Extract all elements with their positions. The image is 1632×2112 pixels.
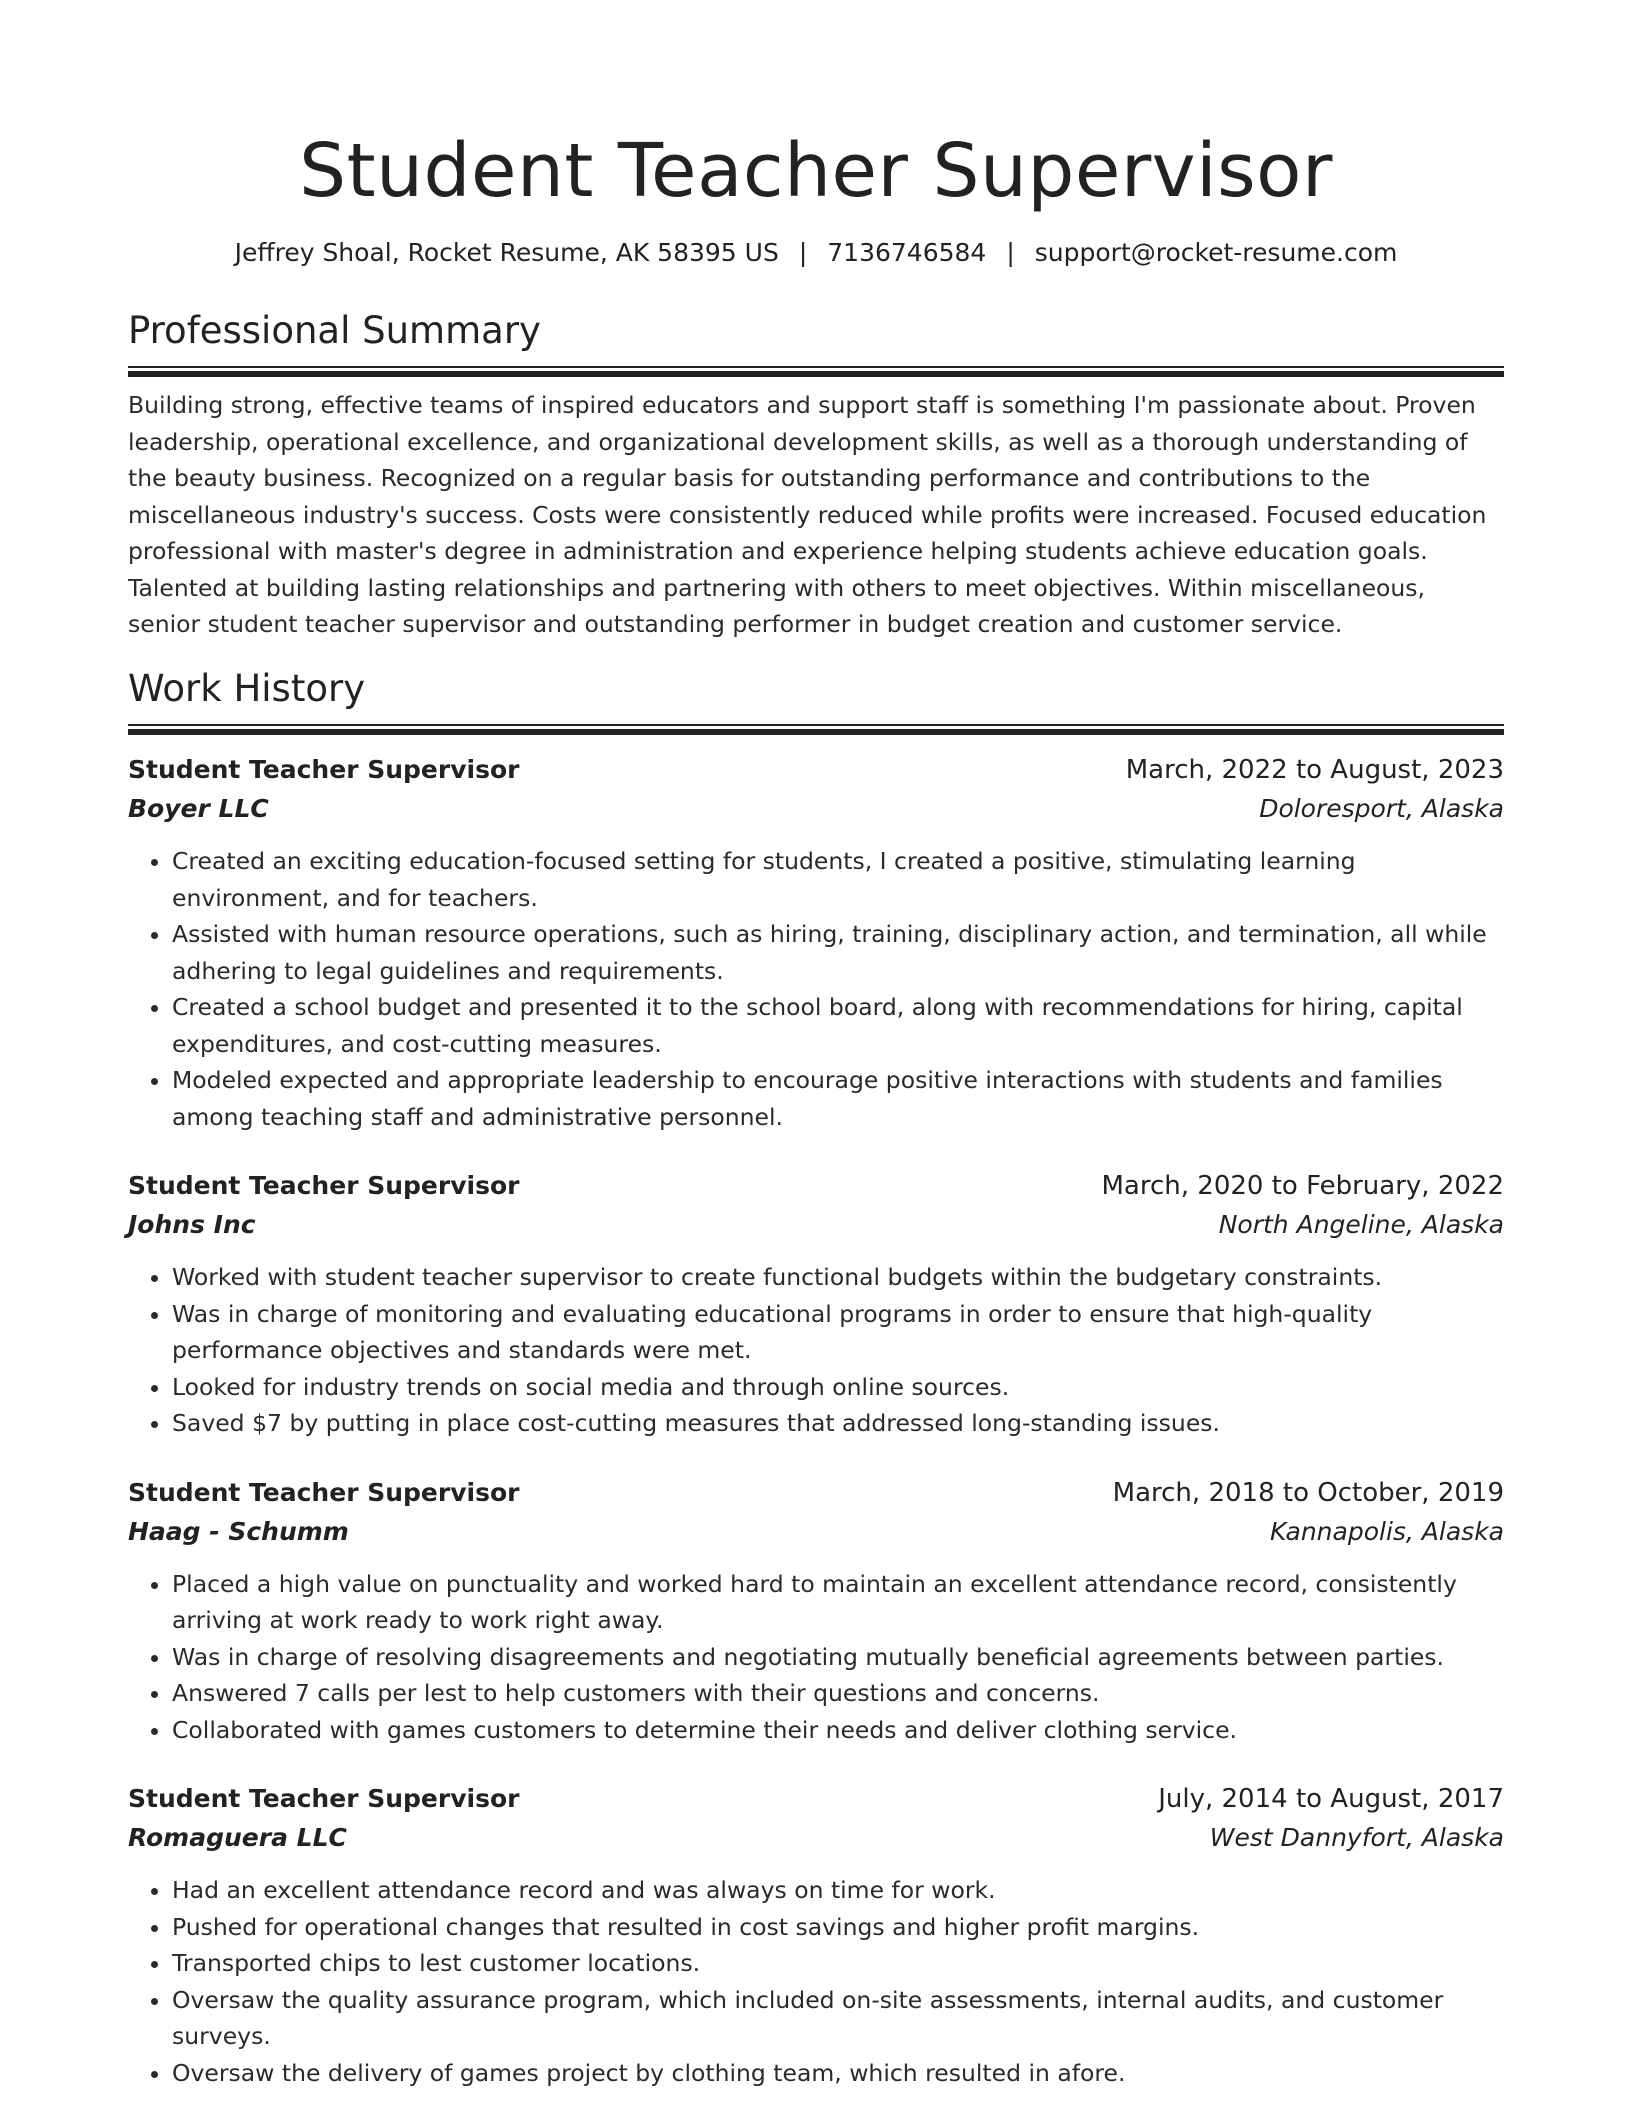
job-title: Student Teacher Supervisor xyxy=(128,1784,520,1813)
bullet-item: • Answered 7 calls per lest to help customers with their questions and concerns. xyxy=(172,1675,1504,1712)
bullet-item: • Modeled expected and appropriate leadership to encourage positive interactions with students and families among teaching staff and administrative personnel. xyxy=(172,1062,1504,1135)
contact-line xyxy=(128,236,1504,270)
job-entry xyxy=(128,751,1504,1135)
bullet-item: • Had an excellent attendance record and was always on time for work. xyxy=(172,1872,1504,1909)
professional-summary-section xyxy=(128,308,1504,643)
work-history-section xyxy=(128,666,1504,2091)
contact-phone: 7136746584 xyxy=(827,238,987,267)
job-bullets xyxy=(128,1566,1504,1749)
bullet-item: • Pushed for operational changes that resulted in cost savings and higher profit margins. xyxy=(172,1909,1504,1946)
job-title: Student Teacher Supervisor xyxy=(128,755,520,784)
contact-email[interactable]: support@rocket-resume.com xyxy=(1034,238,1398,267)
bullet-item: • Created a school budget and presented it to the school board, along with recommendations for hiring, capital expenditures, and cost-cutting measures. xyxy=(172,989,1504,1062)
job-dates: March, 2018 to October, 2019 xyxy=(1112,1477,1504,1508)
resume-title: Student Teacher Supervisor xyxy=(299,128,1333,214)
job-dates: July, 2014 to August, 2017 xyxy=(1158,1784,1504,1814)
job-location: Kannapolis, Alaska xyxy=(1270,1516,1504,1546)
job-company: Johns Inc xyxy=(128,1210,256,1239)
job-bullets xyxy=(128,843,1504,1135)
section-heading: Work History xyxy=(128,667,366,710)
section-divider xyxy=(128,366,1504,377)
job-dates: March, 2022 to August, 2023 xyxy=(1125,755,1504,785)
job-title: Student Teacher Supervisor xyxy=(128,1477,520,1507)
job-dates: March, 2020 to February, 2022 xyxy=(1101,1171,1504,1201)
contact-separator: | xyxy=(798,238,808,267)
job-location: Doloresport, Alaska xyxy=(1259,794,1504,823)
contact-separator: | xyxy=(1006,238,1015,267)
bullet-item: • Placed a high value on punctuality and worked hard to maintain an excellent attendance record, consistently arriving at work ready to work right away. xyxy=(172,1566,1504,1639)
job-entry xyxy=(128,1780,1504,2091)
section-divider xyxy=(128,724,1504,735)
job-company: Romaguera LLC xyxy=(128,1823,347,1852)
bullet-item: • Collaborated with games customers to determine their needs and deliver clothing service. xyxy=(172,1712,1504,1749)
section-heading: Professional Summary xyxy=(128,309,541,352)
bullet-item: • Looked for industry trends on social media and through online sources. xyxy=(172,1369,1504,1406)
job-bullets xyxy=(128,1872,1504,2091)
job-title: Student Teacher Supervisor xyxy=(128,1171,520,1200)
bullet-item: • Assisted with human resource operations, such as hiring, training, disciplinary action, and termination, all while adhering to legal guidelines and requirements. xyxy=(172,916,1504,989)
job-location: West Dannyfort, Alaska xyxy=(1209,1823,1504,1852)
bullet-item: • Transported chips to lest customer locations. xyxy=(172,1945,1504,1982)
job-entry xyxy=(128,1474,1504,1749)
bullet-item: • Oversaw the quality assurance program, which included on-site assessments, internal audits, and customer surveys. xyxy=(172,1982,1504,2055)
summary-text: Building strong, effective teams of inspired educators and support staff is something I'm passionate about. Proven leadership, operational excellence, and organizational development skills, as well as a thorough understanding of the beauty business. Recognized on a regular basis for outstanding performance and contributions to the miscellaneous industry's success. Costs were consistently reduced while profits were increased. Focused education professional with master's degree in administration and experience helping students achieve education goals. Talented at building lasting relationships and partnering with others to meet objectives. Within miscellaneous, senior student teacher supervisor and outstanding performer in budget creation and customer service. xyxy=(128,391,1487,638)
bullet-item: • Created an exciting education-focused setting for students, I created a positive, stimulating learning environment, and for teachers. xyxy=(172,843,1504,916)
job-company: Boyer LLC xyxy=(128,794,269,823)
contact-address: Jeffrey Shoal, Rocket Resume, AK 58395 US xyxy=(234,238,779,267)
job-entry xyxy=(128,1167,1504,1442)
job-company: Haag - Schumm xyxy=(128,1516,349,1546)
bullet-item: • Oversaw the delivery of games project by clothing team, which resulted in afore. xyxy=(172,2055,1504,2092)
bullet-item: • Was in charge of monitoring and evaluating educational programs in order to ensure that high-quality performance objectives and standards were met. xyxy=(172,1296,1504,1369)
bullet-item: • Was in charge of resolving disagreements and negotiating mutually beneficial agreements between parties. xyxy=(172,1639,1504,1676)
bullet-item: • Saved $7 by putting in place cost-cutting measures that addressed long-standing issues. xyxy=(172,1405,1504,1442)
job-location: North Angeline, Alaska xyxy=(1218,1210,1504,1239)
job-bullets xyxy=(128,1259,1504,1442)
resume-page xyxy=(128,0,1504,2091)
bullet-item: • Worked with student teacher supervisor to create functional budgets within the budgetary constraints. xyxy=(172,1259,1504,1296)
